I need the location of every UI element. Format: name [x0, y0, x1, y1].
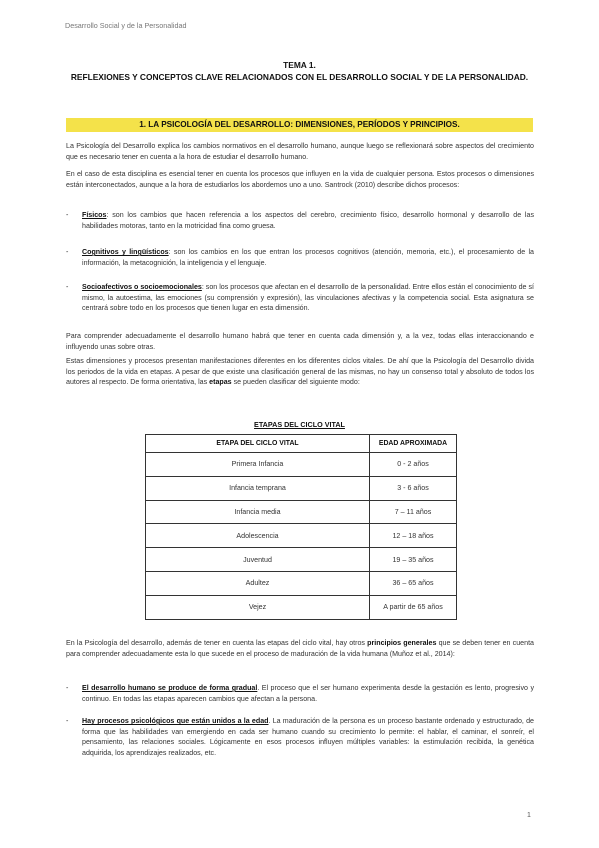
principle-text: . El proceso que el ser humano experimenta desde la gestación es lento, progresivo y continuo. En todas las etapas aparecen cambios que afectan a la persona.: [82, 684, 534, 703]
table-row: [146, 453, 457, 477]
dimension-item-socioafectivos: [66, 282, 534, 314]
principles-text-start: En la Psicología del desarrollo, además de tener en cuenta las etapas del ciclo vital, hay otros: [66, 639, 368, 647]
paragraph-stages: [66, 356, 534, 388]
stage-cell: Primera Infancia: [146, 453, 370, 477]
table-row: [146, 548, 457, 572]
stages-text-end: se pueden clasificar del siguiente modo:: [231, 378, 360, 387]
dimension-text: : son los procesos que afectan en el desarrollo de la personalidad. Entre ellos están el conocimiento de sí mismo, la autoestima, las emociones (su comprensión y expresión), las vinculaciones afectivas y la competencia social. Esta asignatura se centrará sobre todo en los procesos que tienen lugar en esta dimensión.: [82, 283, 534, 313]
paragraph-processes: En el caso de esta disciplina es esencial tener en cuenta los procesos que influyen en la vida de cualquier persona. Estos procesos o dimensiones están interconectados, aunque a la hora de estudiarlos los abordemos uno a uno. Santrock (2010) describe dichos procesos:: [66, 170, 534, 189]
column-header-age: EDAD APROXIMADA: [370, 435, 457, 453]
life-stages-table: [145, 434, 457, 620]
dimension-item-cognitivos: [66, 247, 534, 268]
section-heading: 1. LA PSICOLOGÍA DEL DESARROLLO: DIMENSIONES, PERÍODOS Y PRINCIPIOS.: [66, 118, 533, 132]
bullet-dash: -: [66, 211, 69, 219]
age-cell: 0 - 2 años: [370, 453, 457, 477]
age-cell: 19 – 35 años: [370, 548, 457, 572]
dimension-item-fisicos: [66, 210, 534, 231]
table-header-row: [146, 435, 457, 453]
paragraph-principles: [66, 638, 534, 659]
stage-cell: Infancia temprana: [146, 476, 370, 500]
stages-bold: etapas: [209, 378, 232, 387]
page-number: 1: [527, 812, 531, 819]
age-cell: 36 – 65 años: [370, 571, 457, 595]
bullet-dash: -: [66, 283, 69, 291]
table-row: [146, 595, 457, 619]
dimension-text: : son los cambios que hacen referencia a los aspectos del cerebro, crecimiento físico, desarrollo hormonal y desarrollo de las habilidades motoras, tanto en la motricidad fina como gruesa.: [82, 211, 534, 230]
bullet-dash: -: [66, 717, 69, 725]
stage-cell: Adolescencia: [146, 524, 370, 548]
title-line-2: REFLEXIONES Y CONCEPTOS CLAVE RELACIONADOS CON EL DESARROLLO SOCIAL Y DE LA PERSONALIDAD.: [70, 72, 529, 82]
paragraph-intro: La Psicología del Desarrollo explica los cambios normativos en el desarrollo humano, aunque luego se reflexionará sobre aspectos del crecimiento que es necesario tener en cuenta a la hora de estudiar el desarrollo humano.: [66, 142, 534, 161]
dimension-term: Socioafectivos o socioemocionales: [82, 283, 202, 291]
table-row: [146, 476, 457, 500]
stages-text-start: Estas dimensiones y procesos presentan manifestaciones diferentes en los diferentes ciclos vitales. De ahí que la Psicología del Desarrollo divida los periodos de la vida en etapas. A pesar de que existe una clasificación general de las mismas, no hay un consenso total y absoluto de todos los autores al respecto. De forma orientativa, las: [66, 357, 534, 387]
running-header: Desarrollo Social y de la Personalidad: [65, 21, 187, 30]
dimension-text: : son los cambios en los que entran los procesos cognitivos (atención, memoria, etc.), el procesamiento de la información, la metacognición, la inteligencia y el lenguaje.: [82, 248, 534, 267]
column-header-stage: ETAPA DEL CICLO VITAL: [146, 435, 370, 453]
principles-text-end: que se deben tener en cuenta para comprender adecuadamente esta lo que sucede en el proceso de maduración de la vida humana (Muñoz et al., 2014):: [66, 639, 534, 658]
principle-term: El desarrollo humano se produce de forma gradual: [82, 684, 258, 692]
principle-term: Hay procesos psicológicos que están unidos a la edad: [82, 717, 269, 725]
age-cell: A partir de 65 años: [370, 595, 457, 619]
stage-cell: Juventud: [146, 548, 370, 572]
table-caption: ETAPAS DEL CICLO VITAL: [254, 420, 345, 429]
stage-cell: Infancia media: [146, 500, 370, 524]
table-row: [146, 571, 457, 595]
age-cell: 12 – 18 años: [370, 524, 457, 548]
principle-item-edad: [66, 716, 534, 758]
age-cell: 7 – 11 años: [370, 500, 457, 524]
age-cell: 3 - 6 años: [370, 476, 457, 500]
bullet-dash: -: [66, 684, 69, 692]
principles-bold: principios generales: [367, 639, 437, 647]
principle-item-gradual: [66, 683, 534, 704]
dimension-term: Físicos: [82, 211, 107, 219]
dimension-term: Cognitivos y lingüísticos: [82, 248, 169, 256]
title-line-1: TEMA 1.: [283, 60, 316, 70]
bullet-dash: -: [66, 248, 69, 256]
document-title: [55, 59, 544, 83]
stage-cell: Adultez: [146, 571, 370, 595]
principle-text: . La maduración de la persona es un proceso bastante ordenado y estructurado, de forma que las habilidades van emergiendo en cada ser humano cuando su crecimiento lo permite: el hablar, el caminar, el sonreír, el pensamiento, las relaciones sociales. Lógicamente en esos procesos influyen múltiples variables: la estimulación recibida, la genética adquirida, los aprendizajes realizados, etc.: [82, 717, 534, 757]
table-row: [146, 524, 457, 548]
table-row: [146, 500, 457, 524]
stage-cell: Vejez: [146, 595, 370, 619]
paragraph-comprehension: Para comprender adecuadamente el desarrollo humano habrá que tener en cuenta cada dimensión y, a la vez, todas ellas interaccionando e influyendo unas sobre otras.: [66, 332, 534, 351]
